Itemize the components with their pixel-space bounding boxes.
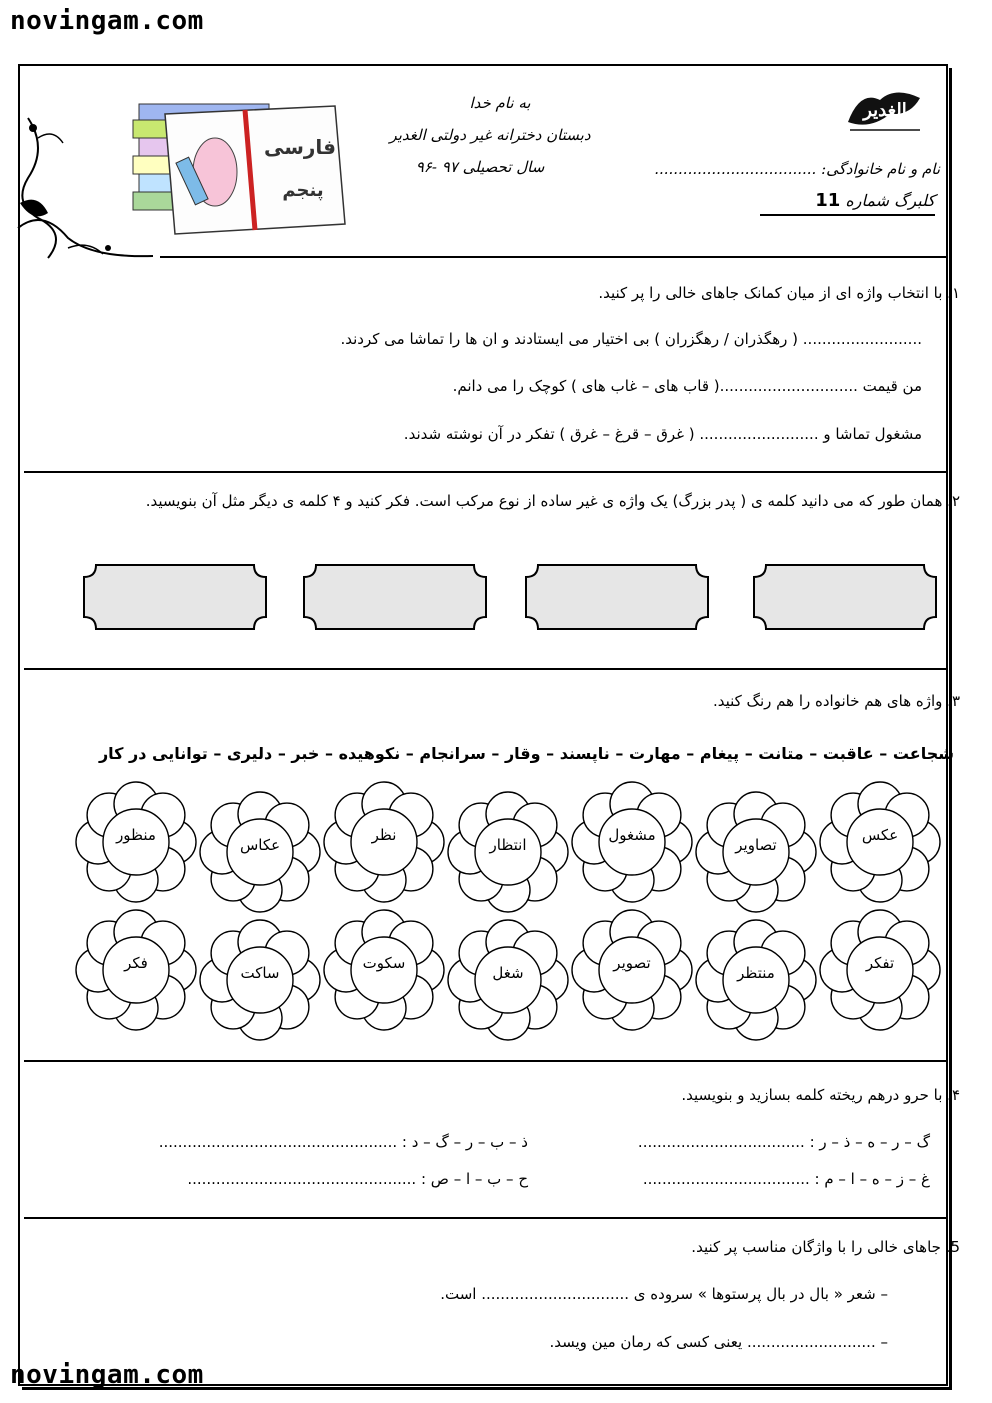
school-logo: [840, 80, 930, 140]
q4-title: ۴. با حرو درهم ریخته کلمه بسازید و بنویسید.: [681, 1086, 960, 1104]
flower-word: شغل: [492, 964, 524, 982]
flower-1-5[interactable]: [322, 780, 446, 904]
sheet-number-label: [760, 190, 935, 216]
flower-1-4[interactable]: [446, 790, 570, 914]
flower-1-6[interactable]: [198, 790, 322, 914]
flower-2-3[interactable]: [570, 908, 694, 1032]
q4-item-2: ذ – ب – ر – گ – د : ..................................................: [158, 1133, 528, 1151]
answer-box-2[interactable]: [524, 563, 710, 631]
sheet-label-text: کلبرگ شماره: [845, 191, 935, 210]
flower-word: تصاویر: [735, 836, 777, 854]
q5-line-2: – ........................... یعنی کسی که رمان مین ویسد.: [549, 1333, 888, 1351]
flower-word: تصویر: [613, 954, 651, 972]
flower-word: ساکت: [240, 964, 280, 982]
book-title-1: فارسی: [263, 135, 337, 159]
flower-word: نظر: [371, 826, 397, 844]
books-illustration: [125, 84, 355, 244]
q1-line-2: من قیمت .............................( قاب های – غاب های ) کوچک را می دانم.: [452, 377, 922, 395]
q1-line-3: مشغول تماشا و ......................... ( غرق – قرغ – غرق ) تفکر در آن نوشته شدند.: [403, 425, 922, 443]
q5-line-1: – شعر « بال در بال پرستوها » سروده ی ............................... است.: [440, 1285, 888, 1303]
flower-word: منتظر: [737, 964, 775, 982]
q3-word-list: شجاعت – عاقبت – متانت – پیغام – مهارت – ناپسند – وقار – سرانجام – نکوهیده – خبر – دلیری – توانایی در کار: [98, 744, 954, 763]
flower-word: سکوت: [362, 954, 406, 972]
q4-item-4: ح – ب – ا – ص : ................................................: [187, 1170, 528, 1188]
q2-title: ۲. همان طور که می دانید کلمه ی ( پدر بزرگ) یک واژه ی غیر ساده از نوع مرکب است. فکر کنید و ۴ کلمه ی دیگر مثل آن بنویسید.: [145, 492, 960, 510]
flower-word: انتظار: [489, 836, 527, 854]
flower-1-2[interactable]: [694, 790, 818, 914]
flower-word: منظور: [116, 826, 156, 844]
flower-2-5[interactable]: [322, 908, 446, 1032]
flower-word: عکاس: [239, 836, 281, 854]
answer-box-3[interactable]: [302, 563, 488, 631]
watermark-bottom: novingam.com: [10, 1360, 204, 1390]
logo-text: الغدیر: [863, 100, 907, 121]
flower-1-1[interactable]: [818, 780, 942, 904]
flower-2-7[interactable]: [74, 908, 198, 1032]
watermark-top: novingam.com: [10, 6, 204, 36]
flower-2-1[interactable]: [818, 908, 942, 1032]
flower-word: تفکر: [865, 954, 895, 972]
flower-2-4[interactable]: [446, 918, 570, 1042]
family-name-field[interactable]: نام و نام خانوادگی: ..................................: [654, 160, 940, 178]
corner-ornament: [8, 108, 158, 268]
flower-2-6[interactable]: [198, 918, 322, 1042]
flower-word: فکر: [124, 954, 148, 972]
q1-line-1: ......................... ( رهگذران / رهگزران ) بی اختیار می ایستادند و ان ها را تماشا می کردند.: [340, 330, 922, 348]
flower-1-3[interactable]: [570, 780, 694, 904]
flower-word: مشغول: [608, 826, 656, 844]
flower-2-2[interactable]: [694, 918, 818, 1042]
school-year: سال تحصیلی ۹۷ -۹۶: [415, 158, 545, 176]
q5-title: 5. جاهای خالی را با واژگان مناسب پر کنید.: [691, 1238, 960, 1256]
sheet-number: 11: [815, 190, 841, 211]
q1-title: ۱. با انتخاب واژه ای از میان کمانک جاهای خالی را پر کنید.: [598, 284, 960, 302]
answer-box-1[interactable]: [752, 563, 938, 631]
answer-box-4[interactable]: [82, 563, 268, 631]
q4-item-1: گ – ر – ه – ذ – ر : ...................................: [637, 1133, 930, 1151]
q4-item-3: غ – ز – ه – ا – م : ...................................: [642, 1170, 930, 1188]
flower-word: عکس: [861, 826, 899, 844]
flower-1-7[interactable]: [74, 780, 198, 904]
q3-title: ۳. واژه های هم خانواده را هم رنگ کنید.: [712, 692, 960, 710]
bismillah: به نام خدا: [469, 94, 531, 112]
school-name: دبستان دخترانه غیر دولتی الغدیر: [389, 126, 591, 144]
book-title-2: پنجم: [282, 180, 324, 201]
